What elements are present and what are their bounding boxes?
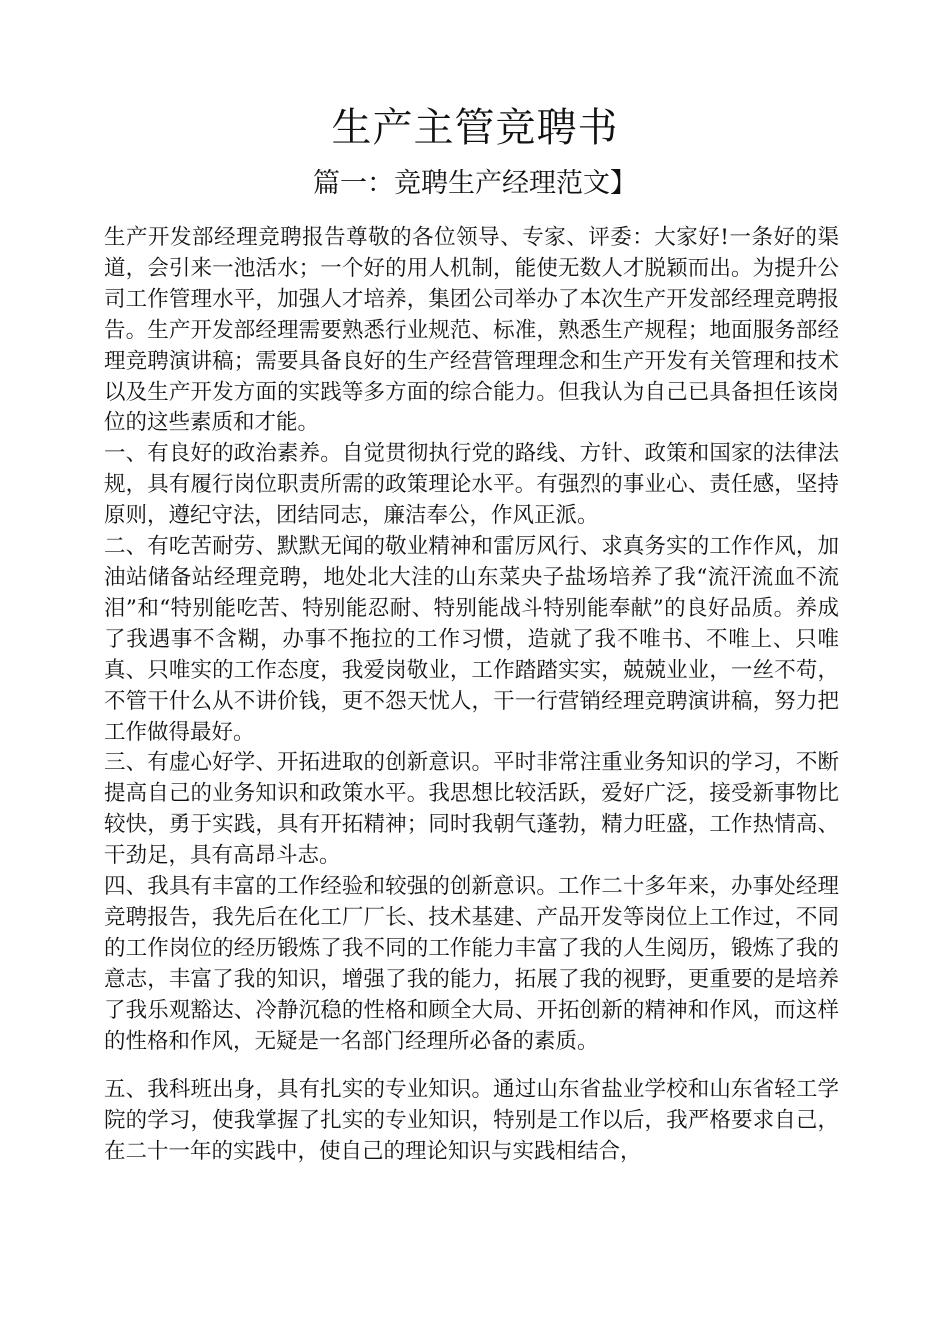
document-title: 生产主管竞聘书 bbox=[331, 105, 619, 151]
paragraph-point-5: 五、我科班出身，具有扎实的专业知识。通过山东省盐业学校和山东省轻工学院的学习，使我掌握了扎实的专业知识，特别是工作以后，我严格要求自己，在二十一年的实践中，使自己的理论知识与实践相结合， bbox=[104, 1077, 839, 1165]
paragraph-point-3: 三、有虚心好学、开拓进取的创新意识。平时非常注重业务知识的学习，不断提高自己的业务知识和政策水平。我思想比较活跃，爱好广泛，接受新事物比较快，勇于实践，具有开拓精神；同时我朝气蓬勃，精力旺盛，工作热情高、干劲足，具有高昂斗志。 bbox=[104, 750, 839, 869]
paragraph-intro: 生产开发部经理竞聘报告尊敬的各位领导、专家、评委：大家好!一条好的渠道，会引来一池活水；一个好的用人机制，能使无数人才脱颖而出。为提升公司工作管理水平，加强人才培养，集团公司举办了本次生产开发部经理竞聘报告。生产开发部经理需要熟悉行业规范、标准，熟悉生产规程；地面服务部经理竞聘演讲稿；需要具备良好的生产经营管理理念和生产开发有关管理和技术以及生产开发方面的实践等多方面的综合能力。但我认为自己已具备担任该岗位的这些素质和才能。 bbox=[104, 225, 839, 436]
document-subtitle: 篇一：竞聘生产经理范文】 bbox=[313, 168, 637, 199]
paragraph-point-2: 二、有吃苦耐劳、默默无闻的敬业精神和雷厉风行、求真务实的工作作风，加油站储备站经理竞聘，地处北大洼的山东菜央子盐场培养了我“流汗流血不流泪”和“特别能吃苦、特别能忍耐、特别能战斗特别能奉献”的良好品质。养成了我遇事不含糊，办事不拖拉的工作习惯，造就了我不唯书、不唯上、只唯真、只唯实的工作态度，我爱岗敬业，工作踏踏实实，兢兢业业，一丝不苟，不管干什么从不讲价钱，更不怨天忧人，干一行营销经理竞聘演讲稿，努力把工作做得最好。 bbox=[104, 534, 839, 745]
paragraph-point-1: 一、有良好的政治素养。自觉贯彻执行党的路线、方针、政策和国家的法律法规，具有履行岗位职责所需的政策理论水平。有强烈的事业心、责任感，坚持原则，遵纪守法，团结同志，廉洁奉公，作风正派。 bbox=[104, 441, 839, 529]
document-body bbox=[104, 223, 839, 1168]
paragraph-point-4: 四、我具有丰富的工作经验和较强的创新意识。工作二十多年来，办事处经理竞聘报告，我先后在化工厂厂长、技术基建、产品开发等岗位上工作过，不同的工作岗位的经历锻炼了我不同的工作能力丰富了我的人生阅历，锻炼了我的意志，丰富了我的知识，增强了我的能力，拓展了我的视野，更重要的是培养了我乐观豁达、冷静沉稳的性格和顾全大局、开拓创新的精神和作风，而这样的性格和作风，无疑是一名部门经理所必备的素质。 bbox=[104, 874, 839, 1054]
